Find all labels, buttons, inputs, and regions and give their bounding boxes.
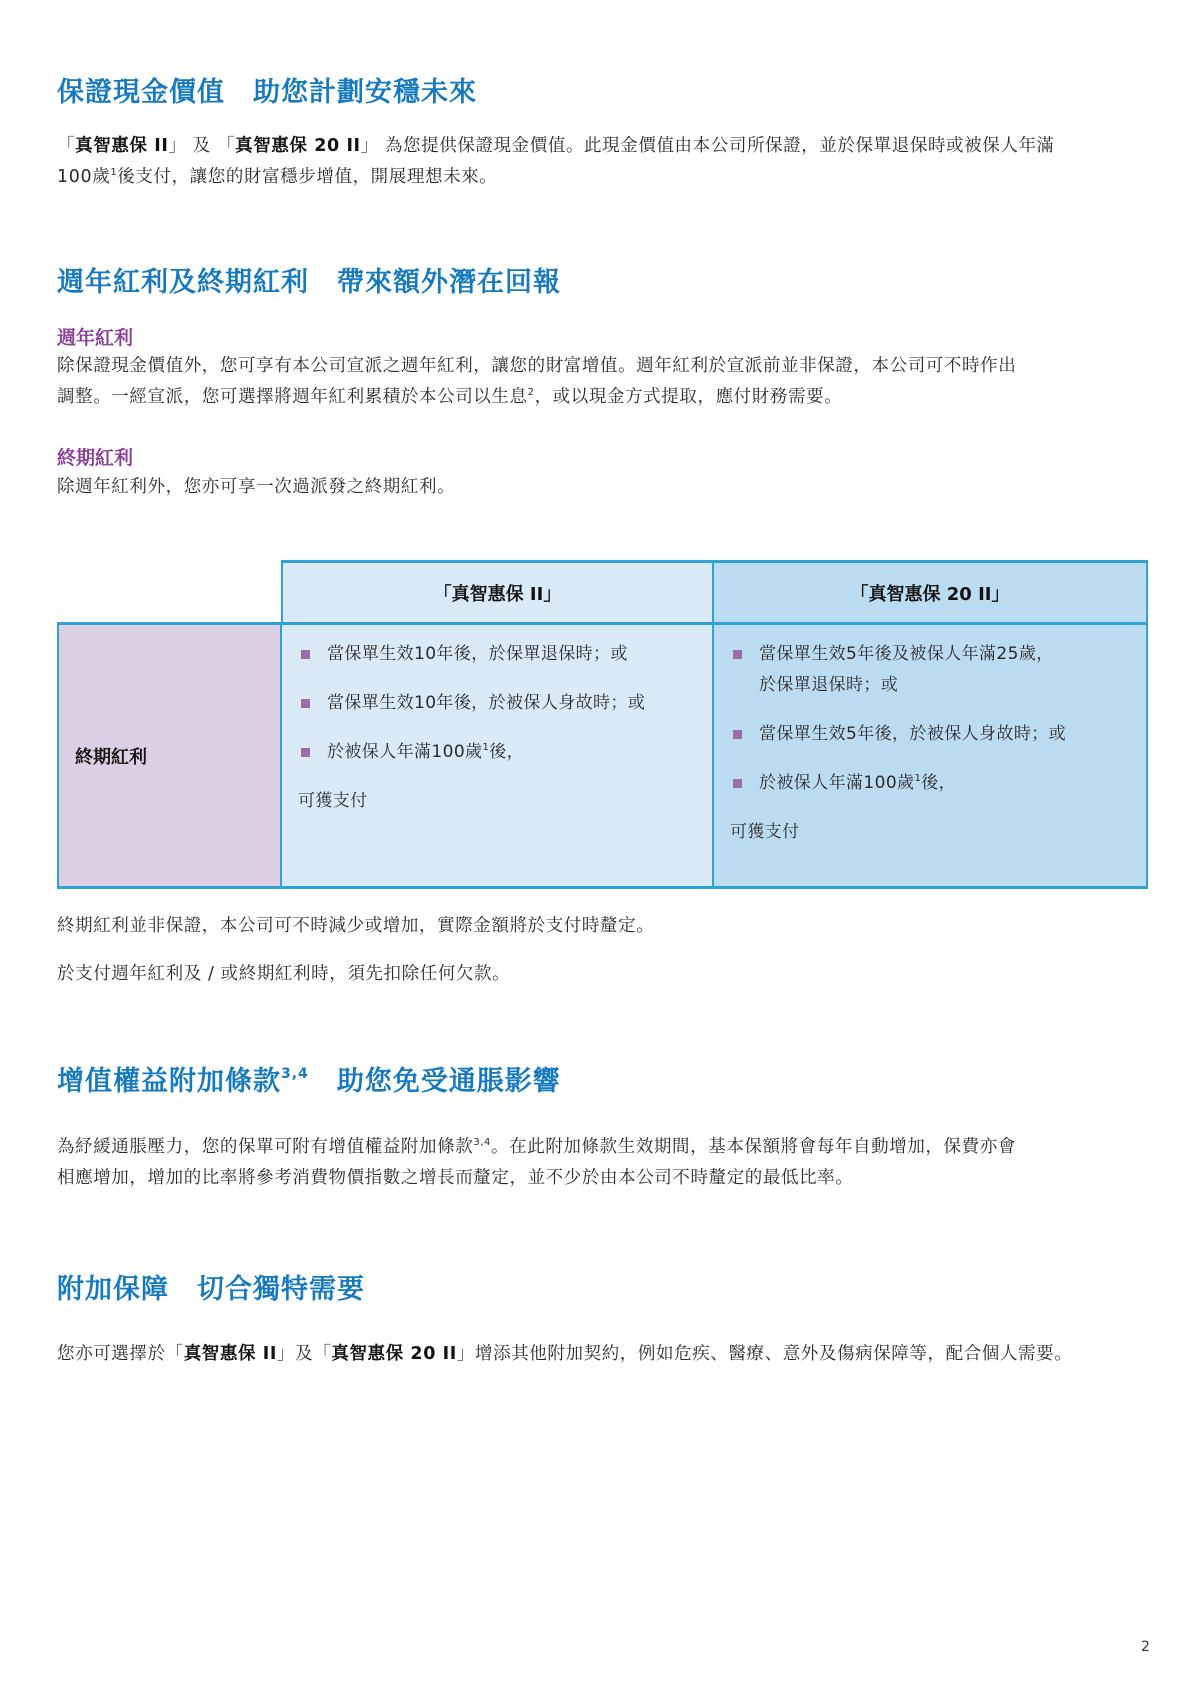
heading-part-b: 帶來額外潛在回報: [337, 267, 561, 298]
footnote-ref: 2: [527, 387, 535, 398]
note-deduct-indebtedness: 於支付週年紅利及 / 或終期紅利時，須先扣除任何欠款。: [57, 964, 511, 984]
heading-part-a: 週年紅利及終期紅利: [57, 267, 309, 298]
square-bullet-icon: [733, 779, 742, 788]
footnote-ref: 1: [110, 167, 118, 178]
list-item: 當保單生效5年後，於被保人身故時；或: [730, 719, 1132, 750]
heading-part-b: 助您免受通脹影響: [336, 1066, 561, 1097]
list-item: 於被保人年滿100歲$^1$後，: [298, 737, 698, 768]
table-cell-product-2: [713, 622, 1148, 889]
heading-part-a: 保證現金價值: [57, 77, 225, 108]
square-bullet-icon: [301, 748, 310, 757]
table-header-product-1: 「真智惠保 II」: [281, 560, 713, 622]
terminal-dividend-table: [57, 560, 1148, 889]
section-heading-supplementary: [57, 1273, 365, 1307]
paragraph-guaranteed-cash-value: 「真智惠保 II」 及 「真智惠保 20 II」 為您提供保證現金價值。此現金價值由本公司所保證，並於保單退保時或被保人年滿 100歲$^1$後支付，讓您的財富穩步增值，開展理想未來。: [57, 136, 1055, 187]
section-heading-bonuses: [57, 266, 561, 300]
heading-part-b: 助您計劃安穩未來: [253, 77, 477, 108]
product-name: 真智惠保 II: [75, 136, 169, 156]
square-bullet-icon: [301, 650, 310, 659]
paragraph-annual-dividend: 除保證現金價值外，您可享有本公司宣派之週年紅利，讓您的財富增值。週年紅利於宣派前並非保證，本公司可不時作出 調整。一經宣派，您可選擇將週年紅利累積於本公司以生息$^2$，或以現金方式提取，應付財務需要。: [57, 356, 1017, 407]
paragraph-terminal-dividend: 除週年紅利外，您亦可享一次過派發之終期紅利。: [57, 477, 456, 497]
paragraph-supplementary: 您亦可選擇於「真智惠保 II」及「真智惠保 20 II」增添其他附加契約，例如危疾、醫療、意外及傷病保障等，配合個人需要。: [57, 1344, 1073, 1364]
square-bullet-icon: [733, 650, 742, 659]
heading-part-b: 切合獨特需要: [197, 1274, 365, 1305]
table-cell-product-1: [281, 622, 713, 889]
list-item: 於被保人年滿100歲$^1$後，: [730, 768, 1132, 799]
subheading-terminal-dividend: 終期紅利: [57, 447, 134, 469]
heading-part-a: 增值權益附加條款: [57, 1066, 281, 1097]
page-number: 2: [1141, 1639, 1150, 1655]
square-bullet-icon: [301, 699, 310, 708]
heading-part-a: 附加保障: [57, 1274, 169, 1305]
list-item: 當保單生效10年後，於保單退保時；或: [298, 639, 698, 670]
paragraph-inflation-rider: 為紓緩通脹壓力，您的保單可附有增值權益附加條款$^{3,4}$。在此附加條款生效期間，基本保額將會每年自動增加，保費亦會 相應增加，增加的比率將參考消費物價指數之增長而釐定，並不少於由本公司不時釐定的最低比率。: [57, 1137, 1016, 1188]
section-heading-guaranteed-cash-value: [57, 76, 477, 110]
footnote-ref: 3,4: [281, 1066, 309, 1082]
table-header-product-2: 「真智惠保 20 II」: [713, 560, 1148, 622]
footnote-ref: 3,4: [473, 1137, 492, 1148]
payable-text: 可獲支付: [730, 822, 800, 842]
product-name: 真智惠保 20 II: [331, 1344, 457, 1364]
payable-text: 可獲支付: [298, 791, 368, 811]
subheading-annual-dividend: 週年紅利: [57, 327, 134, 349]
list-item: 當保單生效10年後，於被保人身故時；或: [298, 688, 698, 719]
square-bullet-icon: [733, 730, 742, 739]
product-name: 真智惠保 20 II: [235, 136, 361, 156]
table-row-label: 終期紅利: [57, 622, 281, 889]
note-terminal-not-guaranteed: 終期紅利並非保證，本公司可不時減少或增加，實際金額將於支付時釐定。: [57, 916, 655, 936]
list-item: 當保單生效5年後及被保人年滿25歲， 於保單退保時；或: [730, 639, 1132, 701]
section-heading-inflation-rider: [57, 1065, 561, 1099]
product-name: 真智惠保 II: [183, 1344, 278, 1364]
